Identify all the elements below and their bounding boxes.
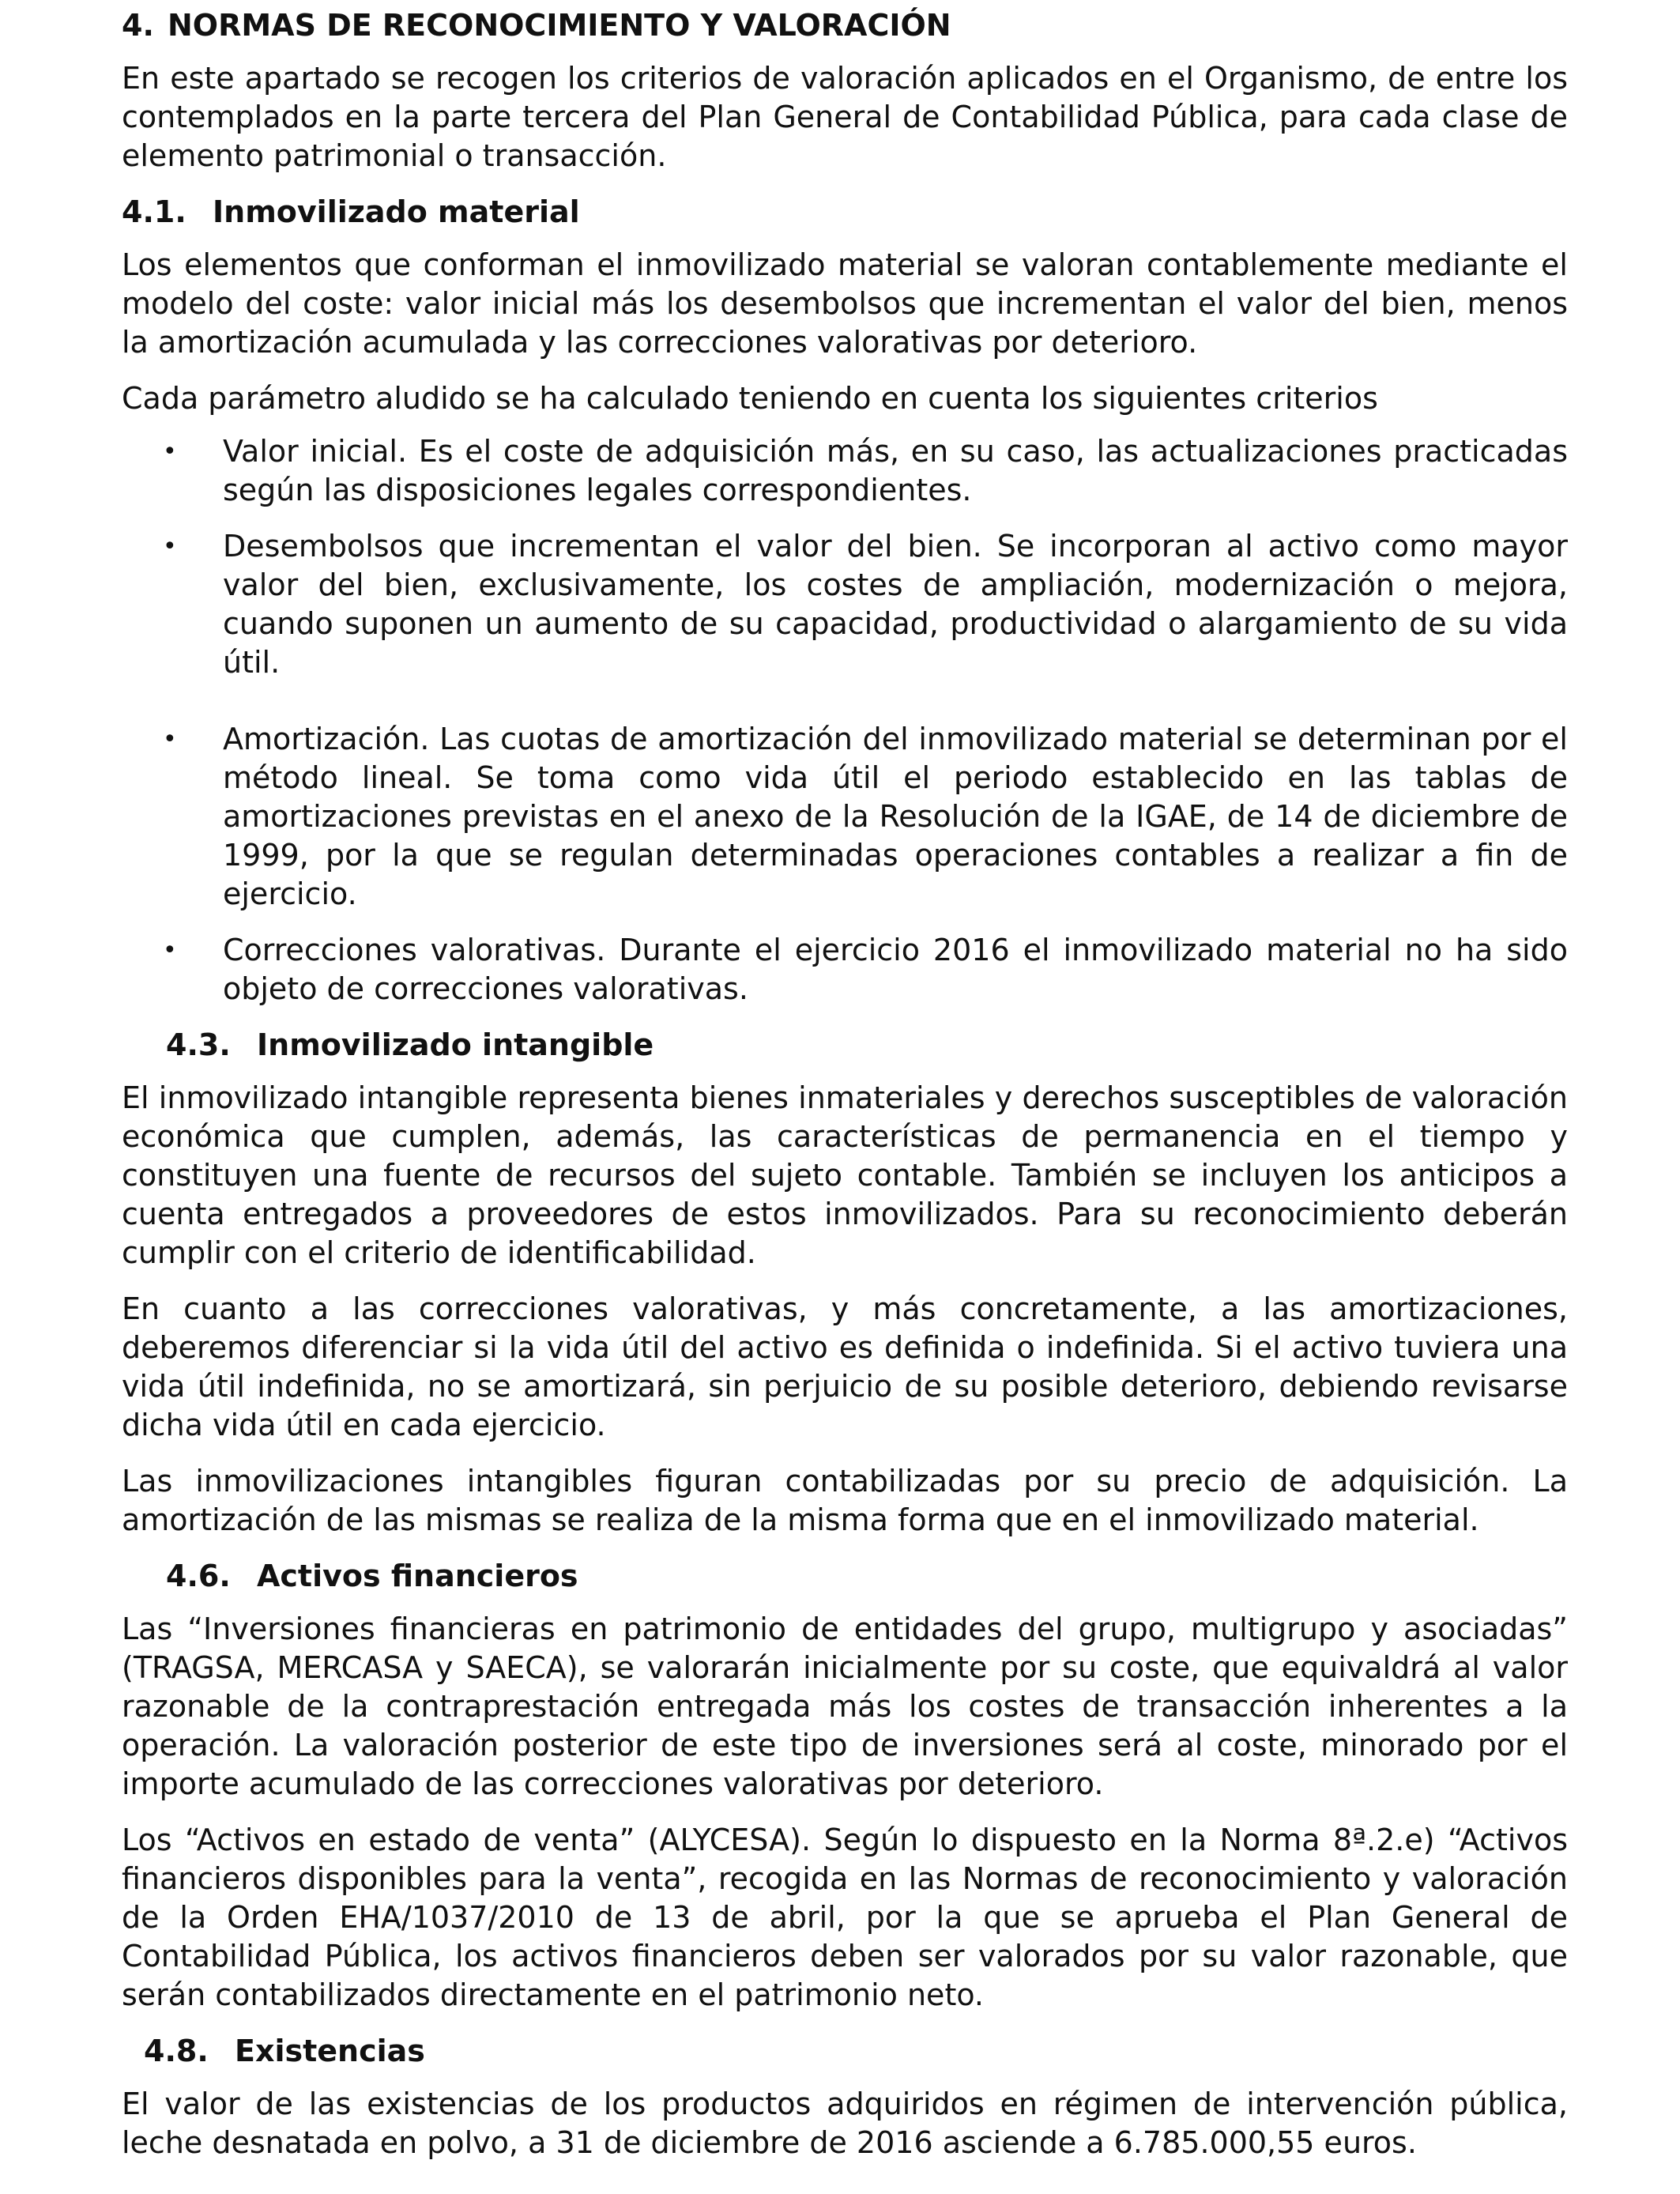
subsection-title: Inmovilizado intangible	[257, 1027, 654, 1062]
subsection-heading-4-6	[122, 1557, 1568, 1596]
subsection-number: 4.1.	[122, 194, 186, 229]
subsection-heading-4-3	[122, 1026, 1568, 1065]
bullet-icon: •	[163, 937, 177, 964]
section-heading	[122, 6, 1568, 45]
subsection-title: Existencias	[235, 2034, 425, 2068]
subsection-number: 4.6.	[166, 1559, 231, 1593]
list-item-text: Desembolsos que incrementan el valor del bien. Se incorporan al activo como mayor valor del bien, exclusivamente, los costes de ampliación, modernización o mejora, cuando suponen un aumento de su capacidad, productividad o alargamiento de su vida útil.	[223, 529, 1568, 680]
bullet-icon: •	[163, 726, 177, 753]
section-title: NORMAS DE RECONOCIMIENTO Y VALORACIÓN	[168, 8, 951, 43]
list-item	[122, 432, 1568, 510]
section-number: 4.	[122, 8, 154, 43]
list-item	[122, 720, 1568, 914]
list-item-text: Correcciones valorativas. Durante el ejercicio 2016 el inmovilizado material no ha sido objeto de correcciones valorativas.	[223, 933, 1568, 1006]
paragraph: Los “Activos en estado de venta” (ALYCESA). Según lo dispuesto en la Norma 8ª.2.e) “Activos financieros disponibles para la venta”, recogida en las Normas de reconocimiento y valoración de la Orden EHA/1037/2010 de 13 de abril, por la que se aprueba el Plan General de Contabilidad Pública, los activos financieros deben ser valorados por su valor razonable, que serán contabilizados directamente en el patrimonio neto.	[122, 1823, 1568, 2012]
paragraph: Cada parámetro aludido se ha calculado teniendo en cuenta los siguientes criterios	[122, 381, 1378, 416]
bullet-icon: •	[163, 438, 177, 466]
paragraph: Las “Inversiones financieras en patrimonio de entidades del grupo, multigrupo y asociadas” (TRAGSA, MERCASA y SAECA), se valorarán inicialmente por su coste, que equivaldrá al valor razonable de la contraprestación entregada más los costes de transacción inherentes a la operación. La valoración posterior de este tipo de inversiones será al coste, minorado por el importe acumulado de las correcciones valorativas por deterioro.	[122, 1612, 1568, 1801]
subsection-number: 4.3.	[166, 1027, 231, 1062]
list-item-text: Amortización. Las cuotas de amortización del inmovilizado material se determinan por el método lineal. Se toma como vida útil el periodo establecido en las tablas de amortizaciones previstas en el anexo de la Resolución de la IGAE, de 14 de diciembre de 1999, por la que se regulan determinadas operaciones contables a realizar a fin de ejercicio.	[223, 722, 1568, 911]
paragraph: Las inmovilizaciones intangibles figuran contabilizadas por su precio de adquisición. La amortización de las mismas se realiza de la misma forma que en el inmovilizado material.	[122, 1464, 1568, 1537]
paragraph: Los elementos que conforman el inmovilizado material se valoran contablemente mediante el modelo del coste: valor inicial más los desembolsos que incrementan el valor del bien, menos la amortización acumulada y las correcciones valorativas por deterioro.	[122, 247, 1568, 360]
subsection-title: Inmovilizado material	[213, 194, 580, 229]
section-intro: En este apartado se recogen los criterios de valoración aplicados en el Organismo, de entre los contemplados en la parte tercera del Plan General de Contabilidad Pública, para cada clase de elemento patrimonial o transacción.	[122, 61, 1568, 173]
subsection-heading-4-8	[122, 2032, 1568, 2071]
document-page	[122, 6, 1568, 2180]
subsection-title: Activos financieros	[257, 1559, 578, 1593]
criteria-list	[122, 432, 1568, 1008]
paragraph: El inmovilizado intangible representa bienes inmateriales y derechos susceptibles de valoración económica que cumplen, además, las características de permanencia en el tiempo y constituyen una fuente de recursos del sujeto contable. También se incluyen los anticipos a cuenta entregados a proveedores de estos inmovilizados. Para su reconocimiento deberán cumplir con el criterio de identificabilidad.	[122, 1080, 1568, 1270]
list-item	[122, 527, 1568, 682]
paragraph: El valor de las existencias de los productos adquiridos en régimen de intervención pública, leche desnatada en polvo, a 31 de diciembre de 2016 asciende a 6.785.000,55 euros.	[122, 2087, 1568, 2160]
list-item-text: Valor inicial. Es el coste de adquisición más, en su caso, las actualizaciones practicadas según las disposiciones legales correspondientes.	[223, 434, 1568, 507]
list-item	[122, 931, 1568, 1008]
subsection-number: 4.8.	[144, 2034, 209, 2068]
bullet-icon: •	[163, 533, 177, 560]
paragraph: En cuanto a las correcciones valorativas, y más concretamente, a las amortizaciones, deberemos diferenciar si la vida útil del activo es definida o indefinida. Si el activo tuviera una vida útil indefinida, no se amortizará, sin perjuicio de su posible deterioro, debiendo revisarse dicha vida útil en cada ejercicio.	[122, 1291, 1568, 1442]
subsection-heading-4-1	[122, 193, 1568, 232]
